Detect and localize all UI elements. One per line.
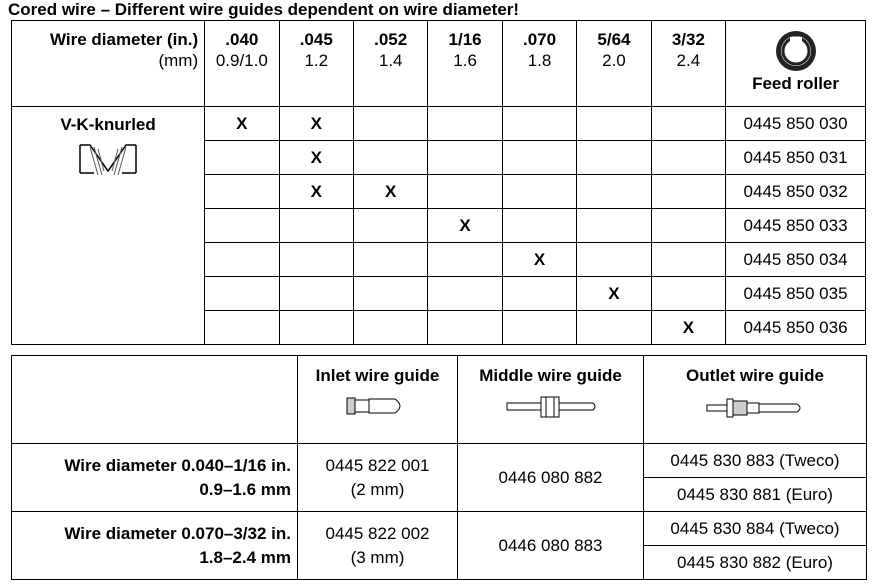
size-mark-cell [205,141,279,175]
size-mark-cell [502,311,576,345]
middle-part-number: 0446 080 883 [458,512,644,580]
compatibility-mark: X [310,113,322,133]
size-mark-cell [353,277,427,311]
middle-header [458,356,644,444]
size-mark-cell [205,107,279,141]
size-mark-cell [502,243,576,277]
compatibility-mark: X [310,181,322,201]
wire-diameter-mm-label: (mm) [158,51,199,70]
v-k-knurled-profile-icon [76,141,140,177]
feed-roller-part-number: 0445 850 030 [726,107,866,141]
outlet-header [644,356,867,444]
feed-roller-table [11,20,866,345]
size-mark-cell [428,311,502,345]
wire-guide-table [11,355,867,580]
wire-diameter-in-label: Wire diameter (in.) [49,30,199,49]
size-header: .040 0.9/1.0 [205,21,279,107]
inlet-part-number: 0445 822 002 [325,523,430,543]
size-mark-cell [502,277,576,311]
size-mark-cell [651,277,725,311]
outlet-part-number-euro: 0445 830 882 (Euro) [644,546,867,580]
feed-roller-label: Feed roller [752,74,839,93]
feed-roller-part-number: 0445 850 034 [726,243,866,277]
compatibility-mark: X [310,147,322,167]
size-mark-cell [577,175,651,209]
size-mark-cell [651,175,725,209]
size-mark-cell [502,209,576,243]
feed-roller-part-number: 0445 850 036 [726,311,866,345]
size-mark-cell [353,107,427,141]
outlet-part-number-tweco: 0445 830 884 (Tweco) [644,512,867,546]
size-mark-cell [651,107,725,141]
size-mark-cell [353,175,427,209]
feed-roller-part-number: 0445 850 035 [726,277,866,311]
size-mark-cell [428,175,502,209]
size-mark-cell [205,243,279,277]
size-mark-cell [577,141,651,175]
compatibility-mark: X [533,249,546,269]
size-mark-cell [279,107,353,141]
size-mark-cell [279,175,353,209]
feed-roller-part-number: 0445 850 031 [726,141,866,175]
inlet-header [298,356,458,444]
outlet-header-label: Outlet wire guide [686,366,824,385]
size-mark-cell [279,311,353,345]
compatibility-mark: X [608,283,620,303]
size-mark-cell [651,311,725,345]
feed-roller-part-number: 0445 850 032 [726,175,866,209]
inlet-part-cell [298,444,458,512]
wire-guide-row [12,444,867,478]
size-mark-cell [577,277,651,311]
feed-roller-header [726,21,866,107]
compatibility-mark: X [385,181,397,201]
wire-diameter-range-cell [12,444,298,512]
size-mark-cell [279,277,353,311]
size-mark-cell [651,243,725,277]
size-mark-cell [577,243,651,277]
size-header: .070 1.8 [502,21,576,107]
size-mark-cell [428,209,502,243]
middle-part-number: 0446 080 882 [458,444,644,512]
size-header: 1/16 1.6 [428,21,502,107]
inlet-part-number: 0445 822 001 [325,455,430,475]
inlet-size-note: (3 mm) [350,547,405,567]
size-mark-cell [353,209,427,243]
wire-diameter-range-mm: 0.9–1.6 mm [199,479,291,499]
wire-diameter-header [12,21,205,107]
size-mark-cell [205,311,279,345]
wire-guide-row [12,512,867,546]
middle-wire-guide-icon [503,394,599,420]
size-mark-cell [353,243,427,277]
size-header: .045 1.2 [279,21,353,107]
outlet-part-number-euro: 0445 830 881 (Euro) [644,478,867,512]
size-mark-cell [353,311,427,345]
size-mark-cell [279,209,353,243]
feed-roller-icon [772,29,820,73]
outlet-part-number-tweco: 0445 830 883 (Tweco) [644,444,867,478]
size-header: 3/32 2.4 [651,21,725,107]
size-mark-cell [651,209,725,243]
feed-roller-row [12,107,866,141]
size-mark-cell [205,209,279,243]
feed-roller-part-number: 0445 850 033 [726,209,866,243]
size-header: 5/64 2.0 [577,21,651,107]
feed-roller-header-row [12,21,866,107]
size-mark-cell [279,141,353,175]
size-mark-cell [428,277,502,311]
size-mark-cell [502,107,576,141]
inlet-header-label: Inlet wire guide [315,366,440,385]
compatibility-mark: X [459,215,471,235]
outlet-wire-guide-icon [703,394,807,422]
size-mark-cell [577,311,651,345]
wire-diameter-range-cell [12,512,298,580]
page-title: Cored wire – Different wire guides dependent on wire diameter! [8,0,520,19]
size-mark-cell [205,175,279,209]
size-mark-cell [651,141,725,175]
size-mark-cell [428,243,502,277]
compatibility-mark: X [682,317,695,337]
compatibility-mark: X [236,113,248,133]
wire-diameter-range-in: Wire diameter 0.070–3/32 in. [64,523,291,543]
wire-diameter-range-in: Wire diameter 0.040–1/16 in. [64,455,291,475]
size-mark-cell [502,141,576,175]
roller-type-label: V-K-knurled [60,115,156,134]
size-mark-cell [279,243,353,277]
roller-type-cell [12,107,205,345]
wire-guide-header-row [12,356,867,444]
size-header: .052 1.4 [353,21,427,107]
size-mark-cell [428,141,502,175]
empty-header-cell [12,356,298,444]
size-mark-cell [353,141,427,175]
size-mark-cell [577,209,651,243]
size-mark-cell [577,107,651,141]
inlet-size-note: (2 mm) [350,479,405,499]
middle-header-label: Middle wire guide [479,366,622,385]
inlet-wire-guide-icon [345,394,411,418]
size-mark-cell [428,107,502,141]
wire-diameter-range-mm: 1.8–2.4 mm [199,547,291,567]
inlet-part-cell [298,512,458,580]
size-mark-cell [205,277,279,311]
size-mark-cell [502,175,576,209]
